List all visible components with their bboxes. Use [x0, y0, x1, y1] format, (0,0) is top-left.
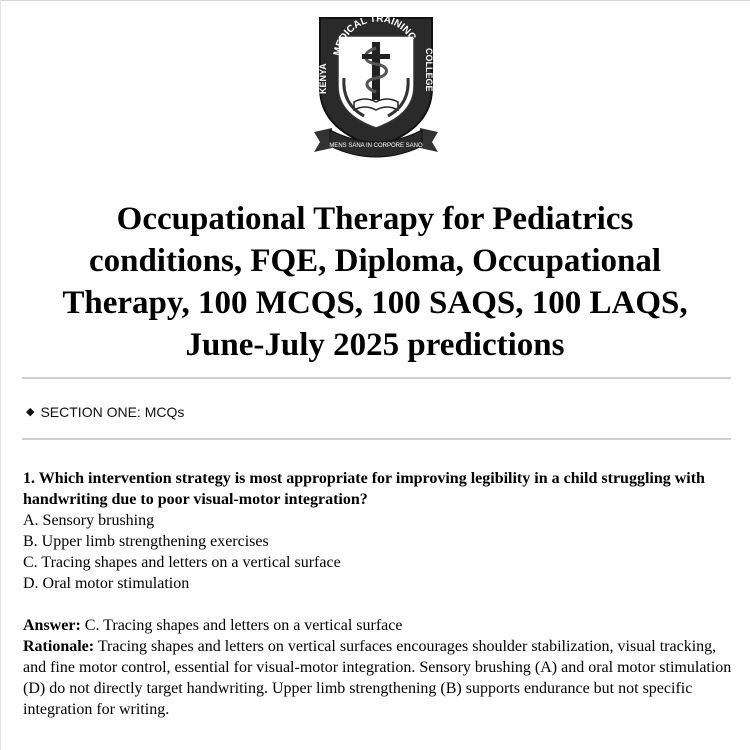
option-c: C. Tracing shapes and letters on a vertical surface: [23, 554, 341, 571]
left-border: [0, 0, 1, 750]
top-border: [0, 0, 750, 1]
title-line: Therapy, 100 MCQS, 100 SAQS, 100 LAQS,: [62, 285, 688, 321]
logo-arc-text: MEDICAL TRAINING: [331, 13, 418, 57]
title-line: Occupational Therapy for Pediatrics: [116, 201, 634, 237]
answer-block: [23, 615, 735, 720]
college-logo: [310, 8, 442, 160]
logo-right-text: COLLEGE: [424, 48, 434, 92]
answer-line: [23, 615, 735, 636]
divider-top: [22, 377, 731, 379]
diamond-arrows-icon: ◆: [26, 406, 35, 418]
option-a: A. Sensory brushing: [23, 512, 155, 529]
section-heading: [26, 402, 184, 422]
answer-label: Answer:: [23, 617, 81, 634]
title-line: conditions, FQE, Diploma, Occupational: [88, 243, 662, 279]
question-text: 1. Which intervention strategy is most appropriate for improving legibility in a child struggling with handwriting due to poor visual-motor integration?: [23, 470, 705, 508]
answer-text: C. Tracing shapes and letters on a vertical surface: [84, 617, 403, 634]
logo-motto: MENS SANA IN CORPORE SANO: [329, 143, 423, 149]
option-b: B. Upper limb strengthening exercises: [23, 533, 269, 550]
option-d: D. Oral motor stimulation: [23, 575, 190, 592]
section-label: SECTION ONE: MCQs: [40, 404, 185, 420]
rationale-text: Tracing shapes and letters on vertical surfaces encourages shoulder stabilization, visual tracking, and fine motor control, essential for visual-motor integration. Sensory brushing (A) and oral motor stimulation (D) do not directly target handwriting. Upper limb strengthening (B) supports endurance but not specific integration for writing.: [23, 638, 732, 718]
question-block: [23, 468, 733, 594]
logo-left-text: KENYA: [318, 63, 328, 94]
title-line: June-July 2025 predictions: [185, 327, 565, 363]
document-title: [20, 198, 730, 366]
divider-bottom: [22, 438, 731, 440]
rationale-label: Rationale:: [23, 638, 95, 655]
rationale-line: [23, 636, 735, 720]
